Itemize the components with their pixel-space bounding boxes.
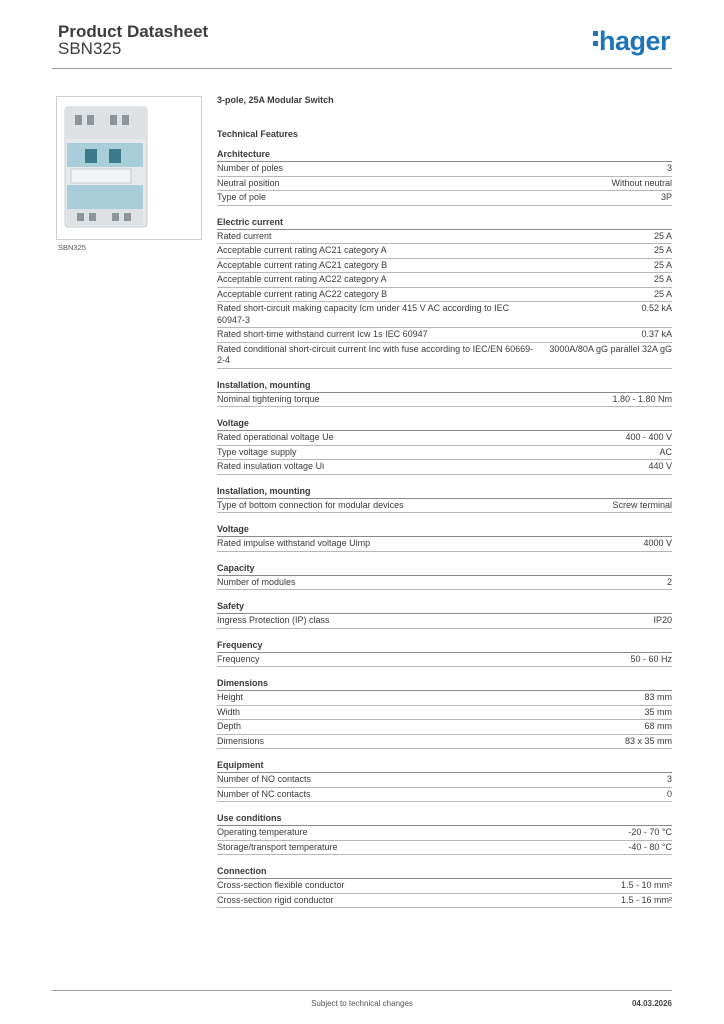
spec-section xyxy=(217,147,672,206)
spec-row xyxy=(217,244,672,259)
spec-value: 4000 V xyxy=(643,538,672,548)
spec-label: Acceptable current rating AC21 category A xyxy=(217,245,387,255)
spec-label: Number of NO contacts xyxy=(217,774,312,784)
section-title: Use conditions xyxy=(217,811,672,826)
spec-section xyxy=(217,215,672,369)
section-title: Installation, mounting xyxy=(217,484,672,499)
spec-row xyxy=(217,537,672,552)
spec-label: Acceptable current rating AC22 category A xyxy=(217,274,387,284)
spec-label: Ingress Protection (IP) class xyxy=(217,615,330,625)
spec-section xyxy=(217,484,672,514)
spec-section xyxy=(217,864,672,908)
spec-row xyxy=(217,576,672,591)
spec-row xyxy=(217,191,672,206)
spec-label: Neutral position xyxy=(217,177,280,188)
spec-value: 1.80 - 1.80 Nm xyxy=(612,393,672,404)
spec-row xyxy=(217,841,672,856)
spec-value: Without neutral xyxy=(611,177,672,188)
spec-label: Height xyxy=(217,692,244,702)
spec-row xyxy=(217,879,672,894)
spec-row xyxy=(217,826,672,841)
spec-row xyxy=(217,735,672,750)
section-title: Electric current xyxy=(217,215,672,230)
spec-value: 25 A xyxy=(653,245,672,255)
spec-value: 3 xyxy=(666,163,672,173)
spec-value: 25 A xyxy=(653,259,672,270)
spec-value: 68 mm xyxy=(644,721,672,731)
footer-notice: Subject to technical changes xyxy=(311,999,413,1008)
spec-value: IP20 xyxy=(653,615,672,625)
spec-label: Rated short-time withstand current Icw 1s IEC 60947 xyxy=(217,329,428,339)
spec-label: Cross-section rigid conductor xyxy=(217,894,334,905)
logo-dots-icon xyxy=(593,26,598,46)
spec-row xyxy=(217,273,672,288)
spec-value: 400 - 400 V xyxy=(625,432,672,442)
spec-label: Number of NC contacts xyxy=(217,788,311,799)
section-title: Capacity xyxy=(217,561,672,576)
spec-value: 35 mm xyxy=(644,706,672,717)
spec-label: Acceptable current rating AC21 category B xyxy=(217,259,388,270)
spec-row xyxy=(217,499,672,514)
spec-row xyxy=(217,259,672,274)
spec-row xyxy=(217,788,672,803)
spec-value: 25 A xyxy=(653,274,672,284)
section-title: Frequency xyxy=(217,638,672,653)
spec-row xyxy=(217,302,672,328)
section-title: Safety xyxy=(217,599,672,614)
spec-value: 1.5 - 10 mm² xyxy=(620,880,672,890)
spec-row xyxy=(217,614,672,629)
section-title: Dimensions xyxy=(217,676,672,691)
spec-row xyxy=(217,460,672,475)
spec-value: 1.5 - 16 mm² xyxy=(620,894,672,905)
spec-section xyxy=(217,676,672,749)
spec-row xyxy=(217,393,672,408)
spec-section xyxy=(217,416,672,475)
spec-row xyxy=(217,162,672,177)
spec-value: 2 xyxy=(666,576,672,587)
spec-value: 25 A xyxy=(653,230,672,241)
spec-label: Rated impulse withstand voltage Uimp xyxy=(217,538,371,548)
image-caption: SBN325 xyxy=(58,243,86,252)
spec-label: Nominal tightening torque xyxy=(217,393,320,404)
section-title: Connection xyxy=(217,864,672,879)
technical-content xyxy=(217,95,672,917)
spec-value: 0 xyxy=(666,788,672,799)
header-divider xyxy=(52,68,672,69)
spec-value: 440 V xyxy=(648,461,672,471)
hager-logo xyxy=(593,26,670,57)
spec-section xyxy=(217,561,672,591)
footer-divider xyxy=(52,990,672,991)
modular-switch-icon xyxy=(57,97,201,239)
spec-row xyxy=(217,431,672,446)
spec-row xyxy=(217,706,672,721)
spec-row xyxy=(217,773,672,788)
spec-sections xyxy=(217,147,672,908)
spec-label: Rated current xyxy=(217,230,272,241)
product-description: 3-pole, 25A Modular Switch xyxy=(217,95,334,105)
spec-value: 3 xyxy=(666,774,672,784)
spec-value: 25 A xyxy=(653,288,672,299)
spec-value: -20 - 70 °C xyxy=(628,827,672,837)
spec-row xyxy=(217,288,672,303)
page-title: Product Datasheet xyxy=(58,22,209,41)
spec-value: 0.52 kA xyxy=(641,303,672,313)
spec-row xyxy=(217,894,672,909)
spec-row xyxy=(217,720,672,735)
product-image xyxy=(56,96,202,240)
spec-row xyxy=(217,691,672,706)
spec-label: Frequency xyxy=(217,653,260,664)
spec-label: Rated insulation voltage Ui xyxy=(217,461,325,471)
spec-label: Rated conditional short-circuit current Inc with fuse according to IEC/EN 60669-2-4 xyxy=(217,343,534,365)
spec-label: Operating temperature xyxy=(217,827,308,837)
spec-row xyxy=(217,177,672,192)
spec-value: -40 - 80 °C xyxy=(628,841,672,852)
section-title: Voltage xyxy=(217,522,672,537)
spec-value: 83 x 35 mm xyxy=(624,735,672,746)
spec-value: 0.37 kA xyxy=(641,329,672,339)
spec-value: Screw terminal xyxy=(612,499,672,510)
spec-value: AC xyxy=(659,446,672,457)
section-title: Architecture xyxy=(217,147,672,162)
spec-label: Storage/transport temperature xyxy=(217,841,338,852)
spec-label: Type of bottom connection for modular devices xyxy=(217,499,404,510)
spec-section xyxy=(217,638,672,668)
spec-label: Number of poles xyxy=(217,163,284,173)
spec-label: Rated short-circuit making capacity Icm under 415 V AC according to IEC 60947-3 xyxy=(217,303,510,325)
spec-row xyxy=(217,653,672,668)
spec-value: 3P xyxy=(660,192,672,202)
spec-label: Cross-section flexible conductor xyxy=(217,880,345,890)
spec-value: 50 - 60 Hz xyxy=(630,653,672,664)
spec-label: Depth xyxy=(217,721,242,731)
section-title: Installation, mounting xyxy=(217,378,672,393)
spec-label: Number of modules xyxy=(217,576,296,587)
spec-label: Type voltage supply xyxy=(217,446,297,457)
spec-label: Dimensions xyxy=(217,735,265,746)
spec-row xyxy=(217,446,672,461)
section-title: Voltage xyxy=(217,416,672,431)
spec-section xyxy=(217,758,672,802)
spec-row xyxy=(217,230,672,245)
logo-text: hager xyxy=(599,26,671,56)
technical-features-heading: Technical Features xyxy=(217,129,298,139)
spec-section xyxy=(217,599,672,629)
footer-date: 04.03.2026 xyxy=(631,999,672,1008)
product-code: SBN325 xyxy=(58,39,122,58)
spec-section xyxy=(217,522,672,552)
spec-row xyxy=(217,328,672,343)
spec-value: 83 mm xyxy=(644,692,672,702)
section-title: Equipment xyxy=(217,758,672,773)
spec-section xyxy=(217,811,672,855)
spec-label: Width xyxy=(217,706,241,717)
spec-label: Type of pole xyxy=(217,192,267,202)
spec-row xyxy=(217,343,672,369)
spec-label: Rated operational voltage Ue xyxy=(217,432,334,442)
spec-section xyxy=(217,378,672,408)
spec-value: 3000A/80A gG parallel 32A gG xyxy=(549,343,672,354)
spec-label: Acceptable current rating AC22 category B xyxy=(217,288,388,299)
